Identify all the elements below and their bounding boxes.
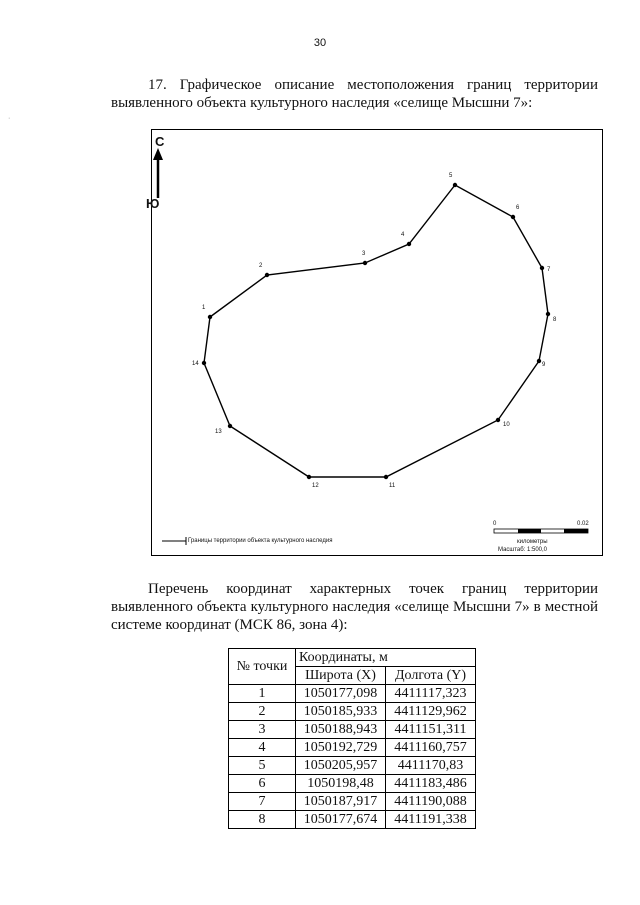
vertex-label: 14	[192, 361, 199, 367]
header-point-number: № точки	[229, 649, 296, 685]
vertex-label: 6	[516, 205, 520, 211]
cell-longitude: 4411151,311	[386, 721, 476, 739]
cell-point-number: 1	[229, 685, 296, 703]
vertex-label: 12	[312, 483, 319, 489]
coordinates-table	[228, 648, 476, 829]
vertex-label: 1	[202, 305, 206, 311]
vertex-label: 4	[401, 232, 405, 238]
cell-latitude: 1050177,098	[296, 685, 386, 703]
coords-intro: Перечень координат характерных точек границ территории выявленного объекта культурного наследия «селище Мысшни 7» в местной системе координат (МСК 86, зона 4):	[111, 581, 598, 633]
table-row	[229, 793, 476, 811]
table-row	[229, 721, 476, 739]
table-row	[229, 811, 476, 829]
north-label: С	[155, 134, 165, 149]
cell-longitude: 4411183,486	[386, 775, 476, 793]
vertex-label: 8	[553, 317, 557, 323]
table-row	[229, 685, 476, 703]
header-latitude: Широта (X)	[296, 667, 386, 685]
scale-end: 0.02	[577, 521, 589, 527]
boundary-polygon	[204, 185, 551, 477]
page-number: 30	[313, 37, 327, 49]
boundary-vertex	[208, 315, 212, 319]
cell-latitude: 1050205,957	[296, 757, 386, 775]
boundary-vertex	[202, 361, 206, 365]
south-label: Ю	[146, 196, 160, 211]
scale-start: 0	[493, 521, 497, 527]
vertex-label: 2	[259, 263, 263, 269]
cell-latitude: 1050188,943	[296, 721, 386, 739]
cell-latitude: 1050185,933	[296, 703, 386, 721]
boundary-vertex	[307, 475, 311, 479]
section-heading: 17. Графическое описание местоположения границ территории выявленного объекта культурного наследия «селище Мысшни 7»:	[111, 77, 598, 111]
vertex-label: 5	[449, 173, 453, 179]
legend-line-sample	[162, 537, 186, 545]
boundary-vertex	[265, 273, 269, 277]
vertex-label: 13	[215, 429, 222, 435]
boundary-vertex	[228, 424, 232, 428]
cell-point-number: 7	[229, 793, 296, 811]
boundary-vertex	[407, 242, 411, 246]
cell-point-number: 3	[229, 721, 296, 739]
cell-latitude: 1050198,48	[296, 775, 386, 793]
scale-ratio: Масштаб: 1:500,0	[498, 547, 548, 553]
scale-units: километры	[517, 539, 548, 545]
boundary-vertex	[363, 261, 367, 265]
table-row	[229, 739, 476, 757]
cell-latitude: 1050192,729	[296, 739, 386, 757]
cell-latitude: 1050187,917	[296, 793, 386, 811]
boundary-vertex	[496, 418, 500, 422]
map-canvas	[152, 130, 604, 557]
boundary-vertex	[384, 475, 388, 479]
vertex-label: 11	[389, 483, 396, 489]
north-arrow-icon	[153, 148, 163, 198]
boundary-vertex	[546, 312, 550, 316]
header-longitude: Долгота (Y)	[386, 667, 476, 685]
cell-point-number: 5	[229, 757, 296, 775]
table-row	[229, 757, 476, 775]
scale-bar	[494, 529, 588, 533]
boundary-vertex	[540, 266, 544, 270]
boundary-vertex	[537, 359, 541, 363]
cell-point-number: 2	[229, 703, 296, 721]
scan-artifact: ·	[8, 115, 11, 122]
cell-longitude: 4411160,757	[386, 739, 476, 757]
cell-longitude: 4411190,088	[386, 793, 476, 811]
boundary-vertex	[453, 183, 457, 187]
boundary-map	[146, 129, 603, 556]
cell-longitude: 4411170,83	[386, 757, 476, 775]
header-coordinates: Координаты, м	[296, 649, 476, 667]
cell-longitude: 4411191,338	[386, 811, 476, 829]
table-header-row	[229, 649, 476, 667]
cell-latitude: 1050177,674	[296, 811, 386, 829]
vertex-label: 9	[542, 362, 546, 368]
vertex-label: 10	[503, 422, 510, 428]
cell-longitude: 4411129,962	[386, 703, 476, 721]
table-row	[229, 703, 476, 721]
boundary-vertex	[511, 215, 515, 219]
cell-longitude: 4411117,323	[386, 685, 476, 703]
table-row	[229, 775, 476, 793]
cell-point-number: 8	[229, 811, 296, 829]
cell-point-number: 4	[229, 739, 296, 757]
vertex-label: 7	[547, 267, 551, 273]
legend-label: Границы территории объекта культурного наследия	[188, 538, 333, 544]
cell-point-number: 6	[229, 775, 296, 793]
vertex-label: 3	[362, 251, 366, 257]
